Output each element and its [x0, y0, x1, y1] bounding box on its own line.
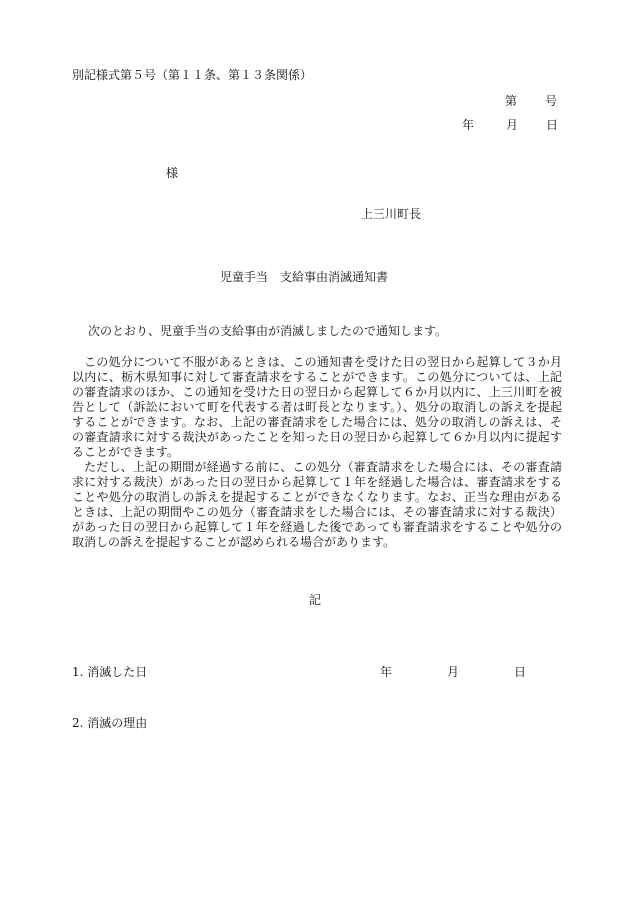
- number-prefix: 第: [505, 94, 518, 108]
- date-year-label: 年: [462, 118, 475, 132]
- number-suffix: 号: [545, 94, 558, 108]
- form-reference: 別記様式第５号（第１１条、第１３条関係）: [72, 68, 313, 82]
- recipient-honorific: 様: [166, 166, 179, 180]
- item-extinction-reason-label: 2. 消滅の理由: [72, 716, 148, 730]
- document-title: 児童手当 支給事由消滅通知書: [220, 270, 389, 284]
- intro-text: 次のとおり、児童手当の支給事由が消滅しましたので通知します。: [88, 324, 448, 338]
- sender-name: 上三川町長: [361, 207, 422, 221]
- appeal-paragraph-1: この処分について不服があるときは、この通知書を受けた日の翌日から起算して３か月以内に、栃木県知事に対して審査請求をすることができます。この処分については、上記の審査請求のほか、この通知を受けた日の翌日から起算して６か月以内に、上三川町を被告として（訴訟において町を代表する者は町長となります。）、処分の取消しの訴えを提起することができます。なお、上記の審査請求をした場合には、処分の取消しの訴えは、その審査請求に対する裁決があったことを知った日の翌日から起算して６か月以内に提起することができます。: [72, 355, 562, 459]
- appeal-notice-body: [72, 355, 562, 550]
- item-extinction-date-label: 1. 消滅した日: [72, 665, 148, 679]
- extinction-month-label: 月: [447, 665, 460, 679]
- extinction-year-label: 年: [380, 665, 393, 679]
- appeal-paragraph-2: ただし、上記の期間が経過する前に、この処分（審査請求をした場合には、その審査請求に対する裁決）があった日の翌日から起算して１年を経過した場合は、審査請求をすることや処分の取消しの訴えを提起することができなくなります。なお、正当な理由があるときは、上記の期間やこの処分（審査請求をした場合には、その審査請求に対する裁決）があった日の翌日から起算して１年を経過した後であっても審査請求をすることや処分の取消しの訴えを提起することが認められる場合があります。: [72, 460, 562, 549]
- ki-heading: 記: [309, 593, 322, 607]
- date-day-label: 日: [546, 118, 559, 132]
- extinction-day-label: 日: [514, 665, 527, 679]
- date-month-label: 月: [506, 118, 519, 132]
